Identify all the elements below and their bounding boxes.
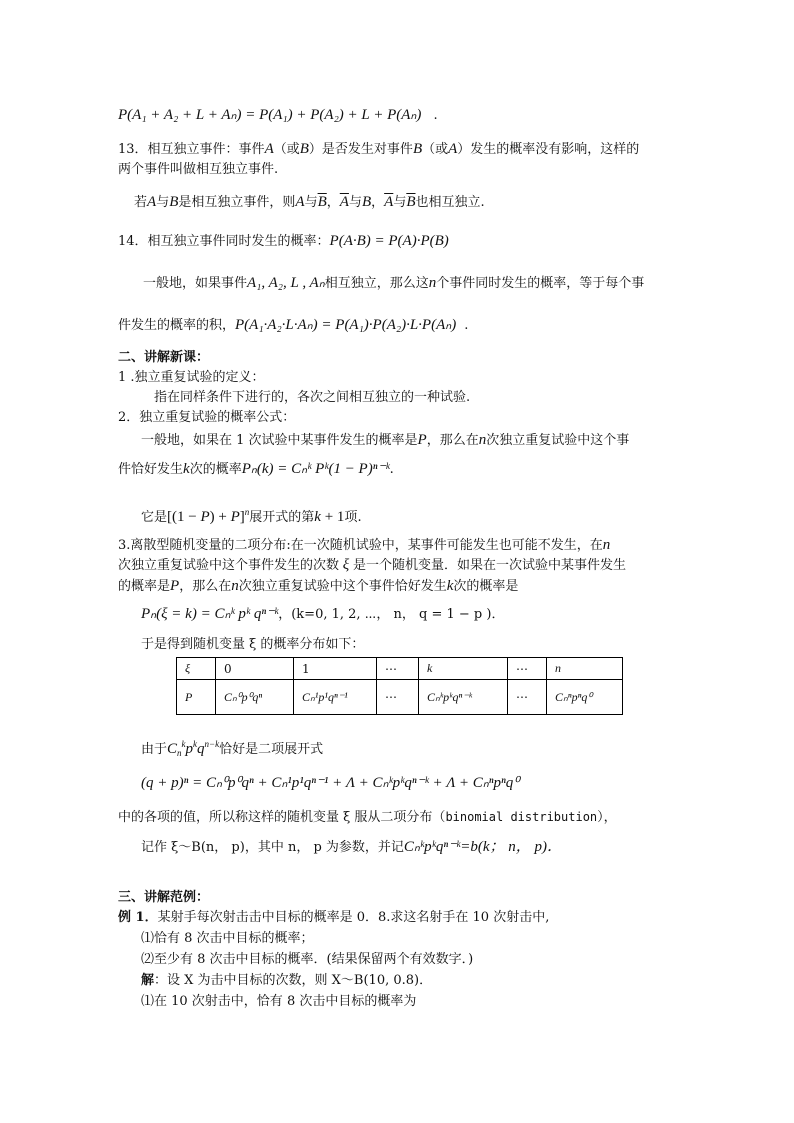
item-3-text: 记作 ξ～B(n， p)，其中 n， p 为参数，并记	[141, 840, 404, 855]
table-cell: ξ	[177, 658, 216, 680]
item-3-line-2	[118, 556, 626, 575]
table-cell: Cₙ⁰p⁰qⁿ	[216, 680, 294, 715]
example-text: 某射手每次射击击中目标的概率是 0．8.求这名射手在 10 次射击中,	[157, 910, 550, 925]
example-label: 例 1．	[118, 910, 158, 925]
s13-text: 是相互独立事件，则	[178, 195, 296, 210]
solution-line	[141, 972, 432, 990]
s14-text: 件发生的概率的积，	[118, 318, 236, 333]
binomial-distribution-line	[118, 808, 617, 827]
bernoulli-formula: Pₙ(k) = Cₙᵏ Pᵏ(1 − P)ⁿ⁻ᵏ	[241, 461, 390, 477]
item-3-range: ，(k=0, 1, 2, ⋯， n， q = 1 − p )．	[278, 607, 505, 622]
table-row	[177, 658, 623, 680]
item-2-text: 次的概率	[189, 462, 242, 477]
event-a-complement: $\overline{A}$	[384, 194, 394, 210]
item-3-text: 次独立重复试验中这个事件发生的次数	[118, 558, 340, 573]
product-formula-n: P(A₁·A₂·L·Aₙ) = P(A₁)·P(A₂)·L·P(Aₙ)	[235, 317, 457, 333]
s13-text: ，	[326, 195, 340, 210]
var-n: n	[478, 432, 487, 448]
item-2-line-2: 件恰好发生k次的概率Pₙ(k) = Cₙᵏ Pᵏ(1 − P)ⁿ⁻ᵏ.	[118, 461, 394, 477]
item-2-line-1	[141, 431, 629, 450]
solution-label: 解	[141, 973, 155, 988]
question-1: ⑴恰有 8 次击中目标的概率；	[141, 931, 314, 946]
binomial-expression: $[(1 - P) + P]^n$	[167, 507, 250, 525]
item-3-text: 中的各项的值，所以称这样的随机变量 ξ 服从二项分布（	[118, 810, 446, 825]
table-cell: n	[547, 658, 623, 680]
product-formula: P(A·B) = P(A)·P(B)	[329, 233, 449, 249]
item-1-title: 1 .独立重复试验的定义：	[118, 370, 265, 385]
event-b: B	[361, 194, 372, 210]
section-14-para-2	[118, 316, 468, 335]
table-cell: Cₙⁿpⁿq⁰	[547, 680, 623, 715]
event-a: A	[147, 194, 157, 210]
section-14-title: 14．相互独立事件同时发生的概率：	[118, 234, 330, 249]
binomial-intro-line	[141, 735, 323, 762]
item-2-text: 项.	[344, 510, 362, 525]
var-p: P	[170, 578, 180, 594]
solution-text: ：设 X 为击中目标的次数，则 X～B(10, 0.8)．	[154, 973, 433, 988]
s13-text: （或	[422, 142, 449, 157]
item-3-text: 次的概率是	[453, 579, 519, 594]
item-2-line-3: 它是$[(1 - P) + P]^n$展开式的第k + 1项.	[141, 507, 362, 525]
var-xi: ξ	[339, 557, 353, 573]
table-cell: ⋯	[377, 658, 419, 680]
var-n: n	[428, 275, 437, 291]
event-b: B	[169, 194, 179, 210]
binomial-probability-formula: Pₙ(ξ = k) = Cₙᵏ pᵏ qⁿ⁻ᵏ	[141, 606, 279, 622]
section-13-line-1	[118, 140, 639, 159]
notation-line	[141, 838, 562, 857]
s13-text: ）发生的概率没有影响，这样的	[457, 142, 640, 157]
table-cell: 1	[294, 658, 377, 680]
s14-text: 一般地，如果事件	[143, 276, 248, 291]
event-b-complement: $\overline{B}$	[406, 194, 416, 210]
general-term: $C_n^kp^kq^{n-k}$	[167, 739, 220, 758]
table-row	[177, 680, 623, 715]
event-b: B	[412, 141, 423, 157]
s13-text: ，	[371, 195, 385, 210]
s13-text: 与	[348, 195, 362, 210]
binomial-expansion-formula: (q + p)ⁿ = Cₙ⁰p⁰qⁿ + Cₙ¹p¹qⁿ⁻¹ + Λ + Cₙᵏpᵏqⁿ⁻ᵏ + Λ + Cₙⁿpⁿq⁰	[141, 775, 520, 791]
item-3-text: 恰好是二项展开式	[219, 742, 324, 757]
item-3-text: 3.离散型随机变量的二项分布:在一次随机试验中，某事件可能发生也可能不发生，在	[118, 538, 603, 553]
var-n: n	[602, 537, 611, 553]
s13-text: 与	[393, 195, 407, 210]
item-2-text: 次独立重复试验中这个事	[486, 433, 630, 448]
s13-text: 与	[304, 195, 318, 210]
binomial-expansion	[141, 774, 519, 793]
var-n: n	[231, 578, 239, 594]
s13-text: ）是否发生对事件	[308, 142, 413, 157]
s13-text: 也相互独立.	[415, 195, 485, 210]
item-2-text: 件恰好发生	[118, 462, 184, 477]
item-3-text: ），	[597, 810, 617, 825]
independence-statement	[134, 193, 485, 212]
event-sequence: A₁, A₂, L , Aₙ	[247, 275, 325, 291]
formula-end: .	[433, 108, 438, 123]
term-index: k	[314, 509, 321, 525]
item-2-text: 一般地，如果在 1 次试验中某事件发生的概率是	[141, 433, 418, 448]
s13-text: （或	[273, 142, 300, 157]
var-p: P	[417, 432, 427, 448]
section-3-heading: 三、讲解范例：	[118, 890, 210, 905]
section-2-heading: 二、讲解新课：	[118, 350, 210, 365]
item-2-text: ，那么在	[426, 433, 479, 448]
formula-rhs: P(A₁) + P(A₂) + L + P(Aₙ)	[259, 107, 422, 123]
var-k: k	[183, 461, 190, 477]
question-2: ⑵至少有 8 次击中目标的概率．(结果保留两个有效数字．)	[141, 952, 474, 967]
event-a-complement: $\overline{A}$	[339, 194, 349, 210]
union-probability-formula: P(A₁ + A₂ + L + Aₙ) = P(A₁) + P(A₂) + L + P(Aₙ) .	[118, 107, 438, 123]
var-k: k	[446, 578, 454, 594]
english-term: binomial distribution	[445, 810, 598, 824]
s13-text: 事件	[238, 142, 265, 157]
item-2-title: 2．独立重复试验的概率公式：	[118, 410, 296, 425]
item-3-line-3	[118, 577, 518, 596]
item-3-text: 是一个随机变量．如果在一次试验中某事件发生	[352, 558, 626, 573]
table-cell: 0	[216, 658, 294, 680]
item-3-text: 的概率是	[118, 579, 171, 594]
item-3-text: ，那么在	[179, 579, 232, 594]
event-b-complement: $\overline{B}$	[317, 194, 327, 210]
section-14-line	[118, 232, 449, 251]
s14-text: 个事件同时发生的概率，等于每个事	[436, 276, 645, 291]
table-cell: ⋯	[508, 658, 547, 680]
formula-lhs: A₁ + A₂ + L + Aₙ	[132, 107, 237, 123]
s13-text: 若	[134, 195, 148, 210]
notation-formula: Cₙᵏpᵏqⁿ⁻ᵏ=b(k； n， p)．	[403, 839, 562, 855]
section-13-line-2: 两个事件叫做相互独立事件.	[118, 162, 279, 177]
s14-text: 相互独立，那么这	[324, 276, 429, 291]
s13-text: 与	[156, 195, 170, 210]
event-a: A	[264, 141, 274, 157]
event-a: A	[448, 141, 458, 157]
probability-distribution-table	[176, 657, 623, 715]
s14-text: .	[464, 318, 469, 333]
solution-part-1: ⑴在 10 次射击中，恰有 8 次击中目标的概率为	[141, 994, 417, 1009]
item-3-formula-line	[141, 605, 504, 624]
item-2-text: 展开式的第	[249, 510, 315, 525]
event-b: B	[299, 141, 309, 157]
table-cell: ⋯	[508, 680, 547, 715]
table-cell: P	[177, 680, 216, 715]
item-3-text: 次独立重复试验中这个事件恰好发生	[238, 579, 447, 594]
table-cell: Cₙ¹p¹qⁿ⁻¹	[294, 680, 377, 715]
item-3-line-1	[118, 536, 610, 555]
section-13-title: 13．相互独立事件：	[118, 142, 239, 157]
table-cell: k	[419, 658, 508, 680]
example-1	[118, 909, 549, 927]
event-a: A	[295, 194, 305, 210]
item-1-body: 指在同样条件下进行的，各次之间相互独立的一种试验.	[154, 390, 471, 405]
table-cell: Cₙᵏpᵏqⁿ⁻ᵏ	[419, 680, 508, 715]
item-3-text: 由于	[141, 742, 168, 757]
section-14-para-1	[143, 274, 644, 293]
table-intro: 于是得到随机变量 ξ 的概率分布如下：	[141, 637, 365, 652]
item-2-text: 它是	[141, 510, 168, 525]
table-cell: ⋯	[377, 680, 419, 715]
